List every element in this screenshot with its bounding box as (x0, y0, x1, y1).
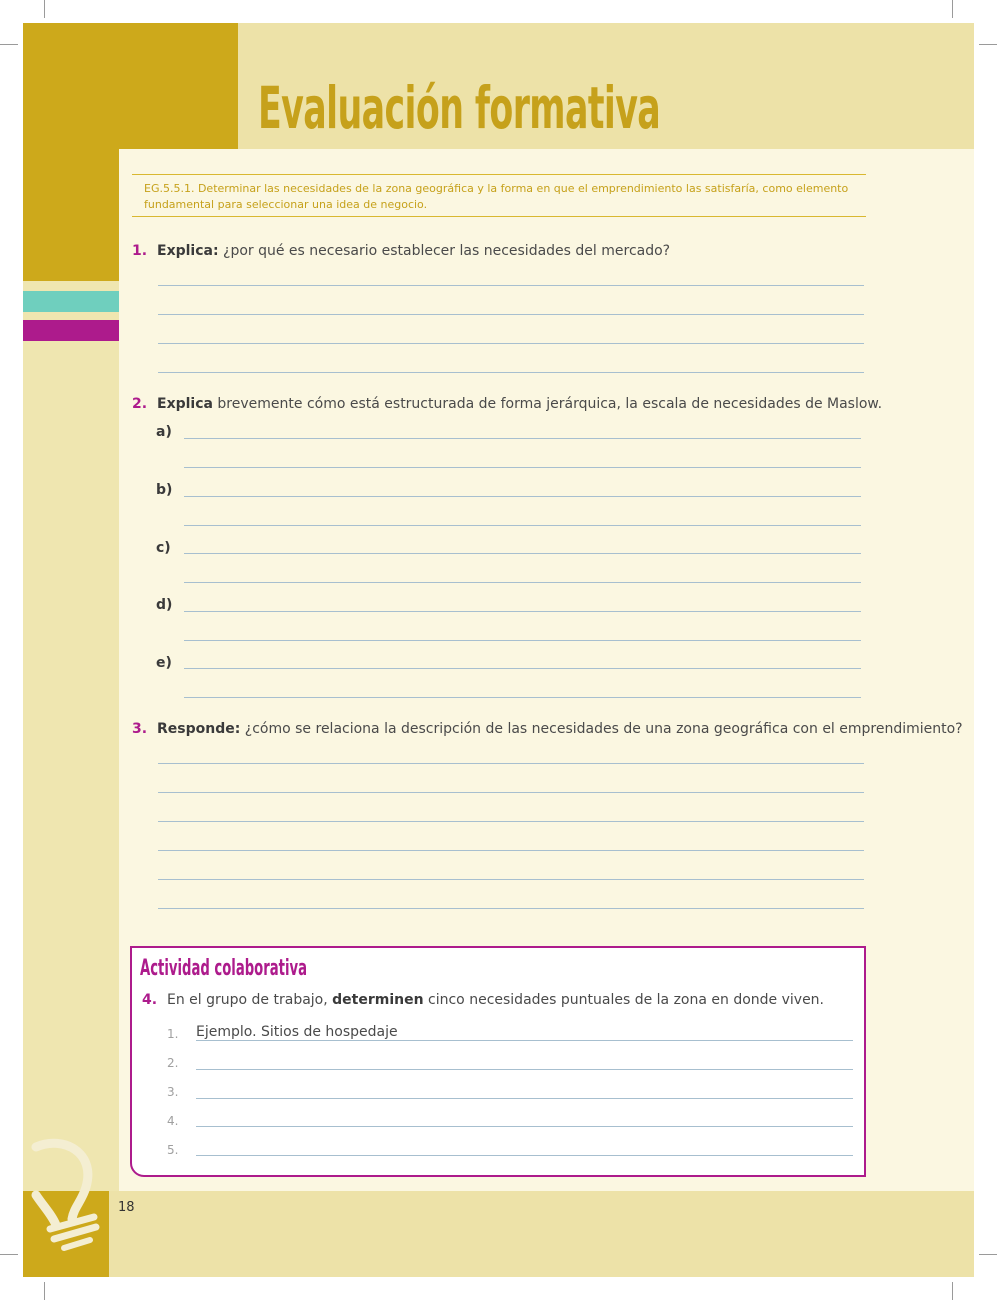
answer-line[interactable] (158, 763, 864, 764)
list-item-number: 4. (167, 1114, 179, 1128)
crop-mark (44, 1282, 45, 1300)
question-text-after: cinco necesidades puntuales de la zona en donde viven. (423, 992, 825, 1008)
answer-line[interactable] (158, 372, 864, 373)
answer-line[interactable] (184, 697, 861, 698)
answer-line[interactable] (158, 850, 864, 851)
question-text: brevemente cómo está estructurada de forma jerárquica, la escala de necesidades de Maslow. (212, 396, 883, 412)
question-bold: Responde: (157, 721, 241, 737)
question-number: 1. (132, 243, 148, 259)
magenta-bar (23, 320, 119, 341)
answer-line[interactable] (184, 496, 861, 497)
answer-line[interactable] (158, 314, 864, 315)
question-number: 3. (132, 721, 148, 737)
crop-mark (979, 1254, 997, 1255)
lightbulb-icon (16, 1135, 116, 1255)
answer-line[interactable] (196, 1155, 853, 1156)
answer-line[interactable] (184, 467, 861, 468)
skill-criterion-box (132, 174, 866, 217)
crop-mark (979, 44, 997, 45)
answer-line[interactable] (184, 438, 861, 439)
answer-line[interactable] (184, 611, 861, 612)
answer-line[interactable] (158, 879, 864, 880)
answer-line[interactable] (184, 525, 861, 526)
answer-line[interactable] (158, 908, 864, 909)
question-text: ¿por qué es necesario establecer las necesidades del mercado? (218, 243, 671, 259)
list-item-number: 5. (167, 1143, 179, 1157)
list-item-text: Ejemplo. Sitios de hospedaje (196, 1024, 398, 1040)
question-text: ¿cómo se relaciona la descripción de las necesidades de una zona geográfica con el emprendimiento? (240, 721, 963, 737)
sub-item-label: e) (156, 655, 172, 671)
footer-band (109, 1191, 974, 1277)
sub-item-label: d) (156, 597, 173, 613)
answer-line[interactable] (196, 1040, 853, 1041)
question-4 (142, 992, 824, 1008)
collaborative-activity-title: Actividad colaborativa (140, 956, 308, 981)
question-1 (132, 243, 670, 259)
answer-line[interactable] (158, 821, 864, 822)
answer-line[interactable] (196, 1126, 853, 1127)
sub-item-label: a) (156, 424, 172, 440)
question-2 (132, 396, 882, 412)
question-number: 2. (132, 396, 148, 412)
question-bold: Explica (157, 396, 213, 412)
sub-item-label: b) (156, 482, 173, 498)
list-item-number: 2. (167, 1056, 179, 1070)
answer-line[interactable] (184, 553, 861, 554)
question-3 (132, 721, 963, 737)
question-bold: determinen (332, 992, 424, 1008)
question-number: 4. (142, 992, 158, 1008)
page-title: Evaluación formativa (258, 74, 661, 142)
answer-line[interactable] (184, 582, 861, 583)
crop-mark (44, 0, 45, 18)
page-number: 18 (118, 1200, 135, 1215)
answer-line[interactable] (184, 640, 861, 641)
answer-line[interactable] (184, 668, 861, 669)
crop-mark (0, 44, 18, 45)
question-text-before: En el grupo de trabajo, (167, 992, 333, 1008)
sub-item-label: c) (156, 540, 171, 556)
answer-line[interactable] (196, 1069, 853, 1070)
answer-line[interactable] (196, 1098, 853, 1099)
list-item-number: 3. (167, 1085, 179, 1099)
teal-bar (23, 291, 119, 312)
crop-mark (952, 0, 953, 18)
answer-line[interactable] (158, 285, 864, 286)
crop-mark (952, 1282, 953, 1300)
list-item-number: 1. (167, 1027, 179, 1041)
answer-line[interactable] (158, 343, 864, 344)
question-bold: Explica: (157, 243, 219, 259)
skill-text: EG.5.5.1. Determinar las necesidades de la zona geográfica y la forma en que el emprendimiento las satisfaría, como elemento fundamental para seleccionar una idea de negocio. (144, 182, 849, 211)
answer-line[interactable] (158, 792, 864, 793)
